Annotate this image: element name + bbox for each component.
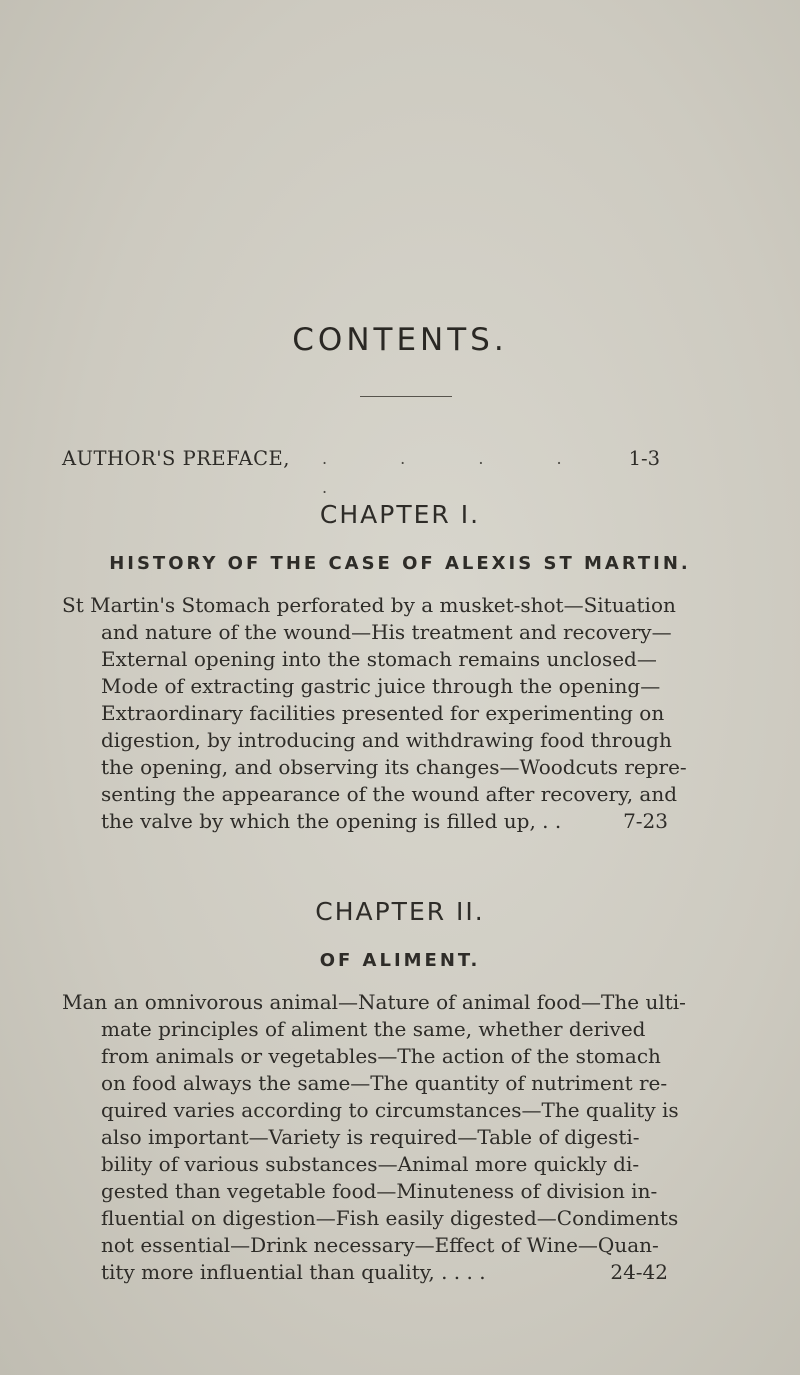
summary-line-last (62, 1259, 668, 1286)
summary-line: the valve by which the opening is filled up, . . (101, 809, 562, 833)
summary-line: senting the appearance of the wound after recovery, and (101, 782, 678, 806)
summary-line: mate principles of aliment the same, whether derived (101, 1017, 646, 1041)
summary-line: from animals or vegetables—The action of the stomach (101, 1044, 661, 1068)
summary-line: Extraordinary facilities presented for experimenting on (101, 701, 665, 725)
chapter-2-pages: 24-42 (610, 1260, 668, 1284)
summary-line: gested than vegetable food—Minuteness of division in- (101, 1179, 658, 1203)
summary-line: and nature of the wound—His treatment and recovery— (101, 620, 672, 644)
preface-pages: 1-3 (628, 447, 660, 470)
summary-line: quired varies according to circumstances—The quality is (101, 1098, 679, 1122)
summary-line: digestion, by introducing and withdrawing food through (101, 728, 672, 752)
summary-line: bility of various substances—Animal more quickly di- (101, 1152, 640, 1176)
page-title: CONTENTS. (292, 322, 508, 358)
summary-line: also important—Variety is required—Table of digesti- (101, 1125, 640, 1149)
summary-line: Mode of extracting gastric juice through the opening— (101, 674, 661, 698)
summary-line: on food always the same—The quantity of nutriment re- (101, 1071, 668, 1095)
summary-line: External opening into the stomach remains unclosed— (101, 647, 657, 671)
preface-label: AUTHOR'S PREFACE, (62, 447, 290, 470)
summary-line: Man an omnivorous animal—Nature of animal food—The ulti- (62, 990, 686, 1014)
chapter-1-summary (62, 592, 687, 835)
chapter-2-label: CHAPTER II. (315, 897, 485, 926)
summary-line: not essential—Drink necessary—Effect of Wine—Quan- (101, 1233, 659, 1257)
preface-entry (62, 444, 660, 497)
summary-line: the opening, and observing its changes—Woodcuts repre- (101, 755, 687, 779)
chapter-1-pages: 7-23 (623, 809, 668, 833)
summary-line-last (62, 808, 668, 835)
summary-line: tity more influential than quality, . . . . (101, 1260, 486, 1284)
summary-line: fluential on digestion—Fish easily digested—Condiments (101, 1206, 679, 1230)
chapter-1-subtitle: HISTORY OF THE CASE OF ALEXIS ST MARTIN. (109, 553, 691, 574)
chapter-1-label: CHAPTER I. (319, 500, 481, 529)
preface-leader: . . . . . (322, 449, 596, 497)
chapter-2-summary (62, 989, 686, 1286)
summary-line: St Martin's Stomach perforated by a musket-shot—Situation (62, 593, 676, 617)
chapter-2-subtitle: OF ALIMENT. (319, 950, 481, 971)
title-rule (360, 396, 452, 397)
